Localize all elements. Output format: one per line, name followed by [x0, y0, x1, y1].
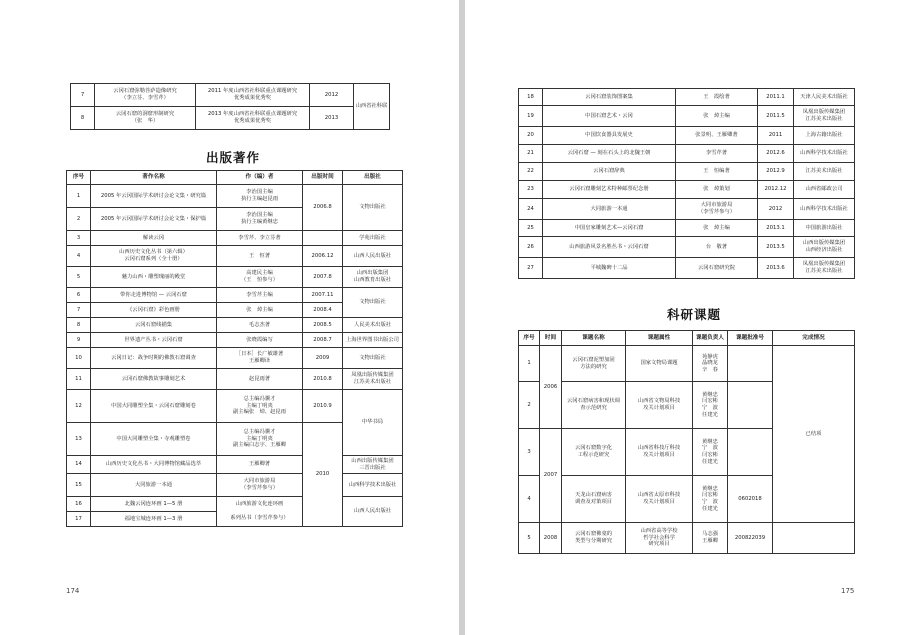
cell: 云冈石窟病害和现状调 查示范研究 — [562, 382, 626, 429]
cell: 云冈石窟装饰图案集 — [543, 89, 676, 106]
cell: ［日本］长广敏雄著 王雁卿译 — [217, 348, 303, 369]
cell: 山西省科技厅科技 攻关计划项目 — [626, 429, 693, 476]
cell: 山西人民出版社 — [343, 246, 403, 267]
cell: 张 焯主编 — [676, 106, 758, 127]
cell: 文物出版社 — [343, 348, 403, 369]
cell: 天津人民美术出版社 — [794, 89, 855, 106]
cell: 平城魏碑十二品 — [543, 258, 676, 279]
publications-table — [66, 170, 403, 527]
cell: 黄继忠 闫宏彬 宁 波 任建光 — [693, 476, 728, 523]
cell: 2011.5 — [758, 106, 794, 127]
cell: 张 焯主编 — [676, 220, 758, 237]
cell: 云冈石窟泥塑加固 方法的研究 — [562, 346, 626, 382]
cell: 张景明、王雁卿著 — [676, 127, 758, 145]
cell: 凤凰出版传媒集团 江苏美术出版社 — [343, 369, 403, 390]
cell: 16 — [67, 497, 91, 512]
section-title: 出版著作 — [206, 150, 261, 165]
left-page — [0, 0, 459, 635]
cell: 李雪芹、李立芬著 — [217, 231, 303, 246]
cell: 6 — [67, 288, 91, 303]
right-page — [465, 0, 924, 635]
cell: 26 — [519, 237, 543, 258]
cell: 中国大同雕塑全集・云冈石窟雕刻卷 — [91, 390, 217, 423]
cell: 9 — [67, 333, 91, 348]
cell — [728, 346, 773, 382]
cell: 2009 — [303, 348, 343, 369]
col-header: 课题负责人 — [693, 331, 728, 346]
cell: 21 — [519, 145, 543, 163]
cell: 福地宝城连环画 1—3 册 — [91, 512, 217, 527]
cell: 云冈石窟雕刻艺术特种邮票纪念册 — [543, 181, 676, 199]
cell: 2008 — [540, 523, 562, 554]
page-number: 174 — [66, 587, 80, 595]
col-header: 完成情况 — [773, 331, 855, 346]
cell: 高建民主编 （王 恒参与） — [217, 267, 303, 288]
cell: 山西省太原市科技 攻关计划项目 — [626, 476, 693, 523]
cell: 0602018 — [728, 476, 773, 523]
cell: 云冈石窟数字化 工程示范研究 — [562, 429, 626, 476]
cell: 总主编冯骥才 主编丁明夷 副主编白志宇、王雁卿 — [217, 423, 303, 456]
col-header: 课题属性 — [626, 331, 693, 346]
cell: 2008.4 — [303, 303, 343, 318]
cell: 10 — [67, 348, 91, 369]
cell: 总主编冯骥才 主编丁明夷 副主编张 焯、赵昆雨 — [217, 390, 303, 423]
research-table — [518, 330, 855, 554]
cell: 学苑出版社 — [343, 231, 403, 246]
cell: 2 — [519, 382, 540, 429]
cell: 云冈日记：战争时期的佛教石窟调查 — [91, 348, 217, 369]
cell: 中国石窟艺术・云冈 — [543, 106, 676, 127]
col-header: 出版社 — [343, 171, 403, 185]
cell: 上海古籍出版社 — [794, 127, 855, 145]
cell: 世界遗产丛书・云冈石窟 — [91, 333, 217, 348]
cell: 中国旅游出版社 — [794, 220, 855, 237]
cell: 山西出版传媒集团 山西经济出版社 — [794, 237, 855, 258]
cell: 中国饮食器具发展史 — [543, 127, 676, 145]
cell: 2006.8 — [303, 185, 343, 231]
cell: 李治国主编 执行主编黄继忠 — [217, 208, 303, 231]
cell — [728, 382, 773, 429]
cell: 2007 — [540, 429, 562, 523]
section-title: 科研课题 — [667, 307, 722, 322]
cell: 13 — [67, 423, 91, 456]
cell: 4 — [67, 246, 91, 267]
cell: 黄继忠 宁 波 闫宏彬 任建光 — [693, 429, 728, 476]
col-header: 序号 — [67, 171, 91, 185]
cell: 2008.7 — [303, 333, 343, 348]
publications-table-continued — [518, 88, 855, 279]
cell: 云冈石窟研究院 — [676, 258, 758, 279]
cell: 19 — [519, 106, 543, 127]
cell: 张晓霞编写 — [217, 333, 303, 348]
cell: 1 — [67, 185, 91, 208]
cell: 2006 — [540, 346, 562, 429]
cell: 王 霞绘著 — [676, 89, 758, 106]
cell: 云冈石窟佛龛的 类型与分期研究 — [562, 523, 626, 554]
cell: 4 — [519, 476, 540, 523]
cell — [303, 231, 343, 246]
cell: 2013 — [310, 107, 354, 130]
cell: 解读云冈 — [91, 231, 217, 246]
cell: 1 — [519, 346, 540, 382]
col-header: 作（编）者 — [217, 171, 303, 185]
cell: 云冈石窟 — 刻在石头上的北魏王朝 — [543, 145, 676, 163]
cell: 200822039 — [728, 523, 773, 554]
cell: 2010.9 — [303, 390, 343, 423]
cell: 2012.6 — [758, 145, 794, 163]
cell: 国家文物局课题 — [626, 346, 693, 382]
cell: 3 — [519, 429, 540, 476]
cell: 2012 — [758, 199, 794, 220]
cell: 李雪芹著 — [676, 145, 758, 163]
cell: 云冈石窟辞典 — [543, 163, 676, 181]
cell: 山西历史文化丛书・大同博物馆藏品选萃 — [91, 456, 217, 474]
cell: 18 — [519, 89, 543, 106]
cell: 人民美术出版社 — [343, 318, 403, 333]
cell: 17 — [67, 512, 91, 527]
page-number: 175 — [841, 587, 855, 595]
cell: 15 — [67, 474, 91, 497]
cell: 12 — [67, 390, 91, 423]
col-header: 时间 — [540, 331, 562, 346]
cell: 5 — [519, 523, 540, 554]
cell: 上海世界图书出版公司 — [343, 333, 403, 348]
cell: 大同旅游一本通 — [91, 474, 217, 497]
cell: 2013.6 — [758, 258, 794, 279]
cell: 李雪芹主编 — [217, 288, 303, 303]
col-header: 序号 — [519, 331, 540, 346]
cell: 2007.11 — [303, 288, 343, 303]
col-header: 著作名称 — [91, 171, 217, 185]
cell: 山西旅游风景名胜丛书・云冈石窟 — [543, 237, 676, 258]
cell: 2012.12 — [758, 181, 794, 199]
col-header: 课题名称 — [562, 331, 626, 346]
cell: 山西科学技术出版社 — [794, 199, 855, 220]
cell — [728, 429, 773, 476]
cell: 2012.9 — [758, 163, 794, 181]
cell: 山西出版传媒集团 三晋出版社 — [343, 456, 403, 474]
cell: 云冈石窟佛教故事雕刻艺术 — [91, 369, 217, 390]
cell: 5 — [67, 267, 91, 288]
cell: 大同市旅游局 （李雪芹参与） — [676, 199, 758, 220]
cell: 云冈石窟线描集 — [91, 318, 217, 333]
cell: 文物出版社 — [343, 185, 403, 231]
cell: 中国皇家雕刻艺术—云冈石窟 — [543, 220, 676, 237]
cell: 2007.8 — [303, 267, 343, 288]
cell: 带你走进博物馆 — 云冈石窟 — [91, 288, 217, 303]
cell: 7 — [71, 84, 95, 107]
cell: 2010 — [303, 423, 343, 527]
cell: 山西省高等学校 哲学社会科学 研究项目 — [626, 523, 693, 554]
cell: 大同旅游一本通 — [543, 199, 676, 220]
cell: 中华书局 — [343, 390, 403, 456]
col-header: 课题批准号 — [728, 331, 773, 346]
cell: 2005 年云冈国际学术研讨会论文集・研究篇 — [91, 185, 217, 208]
cell: 山西人民出版社 — [343, 497, 403, 527]
cell: 大同市旅游局 （李雪芹参与） — [217, 474, 303, 497]
cell: 《云冈石窟》彩色画册 — [91, 303, 217, 318]
cell: 毛志杰著 — [217, 318, 303, 333]
cell: 2005 年云冈国际学术研讨会论文集・保护篇 — [91, 208, 217, 231]
cell: 山西历史文化丛书（第六辑） 云冈石窟系列（全十册） — [91, 246, 217, 267]
cell: 天龙山石窟病害 调查及对策项目 — [562, 476, 626, 523]
cell: 2 — [67, 208, 91, 231]
cell: 山西省文物局科技 攻关计划项目 — [626, 382, 693, 429]
cell: 2013.1 — [758, 220, 794, 237]
cell: 黄继忠 闫宏彬 宁 波 任建光 — [693, 382, 728, 429]
cell: 王 恒著 — [217, 246, 303, 267]
cell: 山西省邮政公司 — [794, 181, 855, 199]
cell: 李治国主编 执行主编赵昆雨 — [217, 185, 303, 208]
cell: 中国大同雕塑全集・寺观雕塑卷 — [91, 423, 217, 456]
cell: 2011 — [758, 127, 794, 145]
cell: 山西省社科联 — [354, 84, 390, 130]
awards-table — [70, 83, 390, 130]
cell: 23 — [519, 181, 543, 199]
cell — [773, 523, 855, 554]
cell: 2012 — [310, 84, 354, 107]
cell: 2008.5 — [303, 318, 343, 333]
cell: 24 — [519, 199, 543, 220]
cell: 文物出版社 — [343, 288, 403, 318]
cell: 台 敬著 — [676, 237, 758, 258]
cell: 2011 年度山西省社科联重点课题研究 优秀成果优秀奖 — [196, 84, 310, 107]
cell: 凤凰出版传媒集团 江苏美术出版社 — [794, 106, 855, 127]
cell: 2013.5 — [758, 237, 794, 258]
cell: 25 — [519, 220, 543, 237]
col-header: 出版时间 — [303, 171, 343, 185]
cell: 14 — [67, 456, 91, 474]
cell: 云冈石窟弥勒菩萨造像研究 （李立芬、李雪芹） — [95, 84, 196, 107]
cell: 2006.12 — [303, 246, 343, 267]
cell: 2010.8 — [303, 369, 343, 390]
cell: 8 — [67, 318, 91, 333]
cell: 赵昆雨著 — [217, 369, 303, 390]
cell: 已结项 — [773, 346, 855, 523]
cell: 江苏美术出版社 — [794, 163, 855, 181]
cell: 王雁卿著 — [217, 456, 303, 474]
cell: 云冈石窟的洞窟形制研究 （张 华） — [95, 107, 196, 130]
cell: 20 — [519, 127, 543, 145]
cell: 8 — [71, 107, 95, 130]
cell: 王 恒编著 — [676, 163, 758, 181]
cell: 魅力山西・雕塑瑰丽的殿堂 — [91, 267, 217, 288]
cell: 2013 年度山西省社科联重点课题研究 优秀成果优秀奖 — [196, 107, 310, 130]
cell: 7 — [67, 303, 91, 318]
cell: 山西科学技术出版社 — [794, 145, 855, 163]
cell: 凤凰出版传媒集团 江苏美术出版社 — [794, 258, 855, 279]
cell: 22 — [519, 163, 543, 181]
cell: 3 — [67, 231, 91, 246]
cell: 山西科学技术出版社 — [343, 474, 403, 497]
cell: 系列丛书（李雪芹参与） — [217, 512, 303, 527]
cell: 2011.1 — [758, 89, 794, 106]
cell: 山西旅游文化连环画 — [217, 497, 303, 512]
cell: 北魏云冈连环画 1—5 册 — [91, 497, 217, 512]
cell: 张 焯主编 — [217, 303, 303, 318]
cell: 山西出版集团 山西教育出版社 — [343, 267, 403, 288]
cell: 11 — [67, 369, 91, 390]
cell: 27 — [519, 258, 543, 279]
cell: 马志强 王雁卿 — [693, 523, 728, 554]
cell: 苑静虎 晶晓龙 辛 春 — [693, 346, 728, 382]
cell: 张 焯策划 — [676, 181, 758, 199]
